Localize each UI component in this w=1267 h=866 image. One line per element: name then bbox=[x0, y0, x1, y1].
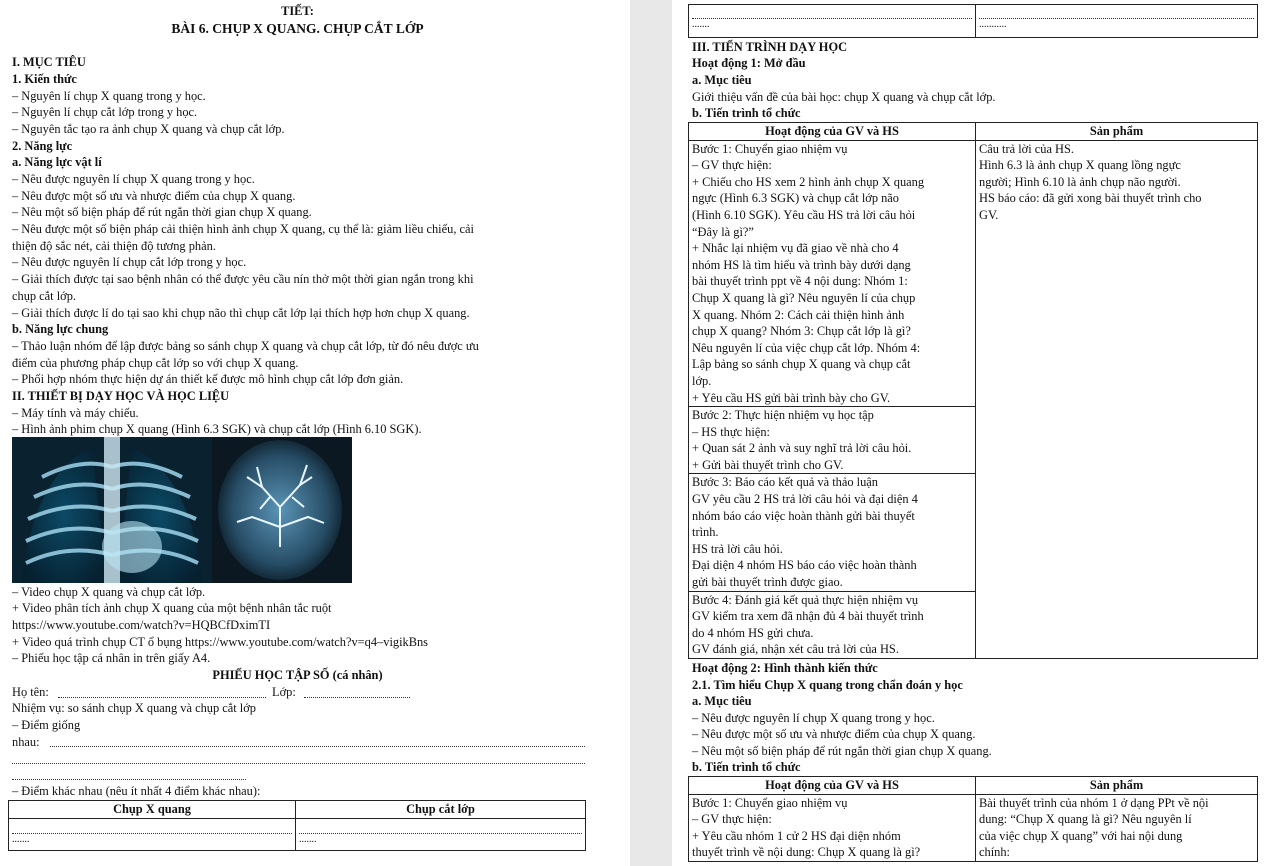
worksheet-same-label: – Điểm giống bbox=[12, 718, 81, 732]
tiet-label: TIẾT: bbox=[281, 4, 314, 18]
step-3-cell: Bước 3: Báo cáo kết quả và thảo luận GV yêu cầu 2 HS trả lời câu hỏi và đại diện 4 nhóm báo cáo việc hoàn thành gửi bài thuyết trình. HS trả lời câu hỏi. Đại diện 4 nhóm HS báo cáo việc hoàn thành gửi bài thuyết trình được giao. bbox=[689, 474, 976, 591]
fill-line bbox=[12, 763, 585, 764]
table-cell[interactable]: ....... bbox=[689, 5, 976, 38]
step-2-cell: Bước 2: Thực hiện nhiệm vụ học tập – HS thực hiện: + Quan sát 2 ảnh và suy nghĩ trả lời câu hỏi. + Gửi bài thuyết trình cho GV. bbox=[689, 407, 976, 474]
comparison-table bbox=[8, 800, 586, 851]
competence-line: – Nêu được nguyên lí chụp X quang trong y học. bbox=[12, 172, 255, 186]
activity-1-table bbox=[688, 122, 1258, 659]
activity-1-process-heading: b. Tiến trình tổ chức bbox=[692, 106, 801, 120]
product-cell: Bài thuyết trình của nhóm 1 ở dạng PPt về nội dung: “Chụp X quang là gì? Nêu nguyên lí của việc chụp X quang” với hai nội dung chính: bbox=[976, 794, 1258, 861]
product-cell: Câu trả lời của HS. Hình 6.3 là ảnh chụp X quang lồng ngực người; Hình 6.10 là ảnh chụp não người. HS báo cáo: đã gửi xong bài thuyết trình cho GV. bbox=[976, 140, 1258, 658]
equipment-line: – Máy tính và máy chiếu. bbox=[12, 406, 139, 420]
competence-line: thiện độ sắc nét, cải thiện độ tương phản. bbox=[12, 239, 216, 253]
step-1-cell: Bước 1: Chuyển giao nhiệm vụ – GV thực hiện: + Chiếu cho HS xem 2 hình ảnh chụp X quang ngực (Hình 6.3 SGK) và chụp cắt lớp não (Hình 6.10 SGK). Yêu cầu HS trả lời câu hỏi “Đây là gì?” + Nhắc lại nhiệm vụ đã giao về nhà cho 4 nhóm HS là tìm hiểu và trình bày dưới dạng bài thuyết trình ppt về 4 nội dung: Nhóm 1: Chụp X quang là gì? Nêu nguyên lí của chụp X quang. Nhóm 2: Cách cải thiện hình ảnh chụp X quang? Nhóm 3: Chụp cắt lớp là gì? Nêu nguyên lí của việc chụp cắt lớp. Nhóm 4: Lập bảng so sánh chụp X quang và chụp cắt lớp. + Yêu cầu HS gửi bài trình bày cho GV. bbox=[689, 140, 976, 407]
col-xray-header: Chụp X quang bbox=[9, 801, 296, 819]
activity-2-table bbox=[688, 776, 1258, 862]
video-line[interactable]: + Video quá trình chụp CT ổ bụng https://www.youtube.com/watch?v=q4–vigikBns bbox=[12, 635, 429, 649]
class-fill-line bbox=[304, 697, 410, 698]
col-ct-header: Chụp cắt lớp bbox=[296, 801, 586, 819]
worksheet-name-label: Họ tên: bbox=[12, 685, 49, 699]
competence-line: chụp cắt lớp. bbox=[12, 289, 77, 303]
fill-line bbox=[50, 746, 585, 747]
competence-line: – Nêu được một số biện pháp cải thiện hình ảnh chụp X quang, cụ thể là: giảm liều chiếu, cải bbox=[12, 222, 474, 236]
step-1-cell: Bước 1: Chuyển giao nhiệm vụ – GV thực hiện: + Yêu cầu nhóm 1 cử 2 HS đại diện nhóm thuyết trình về nội dung: Chụp X quang là gì? bbox=[689, 794, 976, 861]
competence-line: – Giải thích được lí do tại sao khi chụp não thì chụp cắt lớp lại thích hợp hơn chụp X quang. bbox=[12, 306, 470, 320]
worksheet-task: Nhiệm vụ: so sánh chụp X quang và chụp cắt lớp bbox=[12, 701, 256, 715]
activity-1-heading: Hoạt động 1: Mở đầu bbox=[692, 56, 806, 70]
worksheet-class-label: Lớp: bbox=[272, 685, 296, 699]
activity-1-objective-heading: a. Mục tiêu bbox=[692, 73, 752, 87]
video-line: – Video chụp X quang và chụp cắt lớp. bbox=[12, 585, 206, 599]
knowledge-line: – Nguyên tắc tạo ra ảnh chụp X quang và chụp cắt lớp. bbox=[12, 122, 285, 136]
step-4-cell: Bước 4: Đánh giá kết quả thực hiện nhiệm vụ GV kiểm tra xem đã nhận đủ 4 bài thuyết trình do 4 nhóm HS gửi chưa. GV đánh giá, nhận xét câu trả lời của HS. bbox=[689, 591, 976, 658]
worksheet-diff-label: – Điểm khác nhau (nêu ít nhất 4 điểm khác nhau): bbox=[12, 784, 261, 798]
objective-line: – Nêu được nguyên lí chụp X quang trong y học. bbox=[692, 711, 935, 725]
table-cell[interactable]: ........... bbox=[976, 5, 1258, 38]
knowledge-line: – Nguyên lí chụp X quang trong y học. bbox=[12, 89, 206, 103]
continued-table bbox=[688, 4, 1258, 38]
video-url-link[interactable]: https://www.youtube.com/watch?v=HQBCfDximTI bbox=[12, 618, 271, 632]
xray-images bbox=[12, 437, 352, 583]
name-fill-line bbox=[58, 697, 266, 698]
worksheet-title: PHIẾU HỌC TẬP SỐ (cá nhân) bbox=[212, 668, 383, 682]
objective-line: – Nêu một số biện pháp để rút ngắn thời gian chụp X quang. bbox=[692, 744, 992, 758]
col-product-header: Sản phẩm bbox=[976, 777, 1258, 795]
heading-physics-competence: a. Năng lực vật lí bbox=[12, 155, 102, 169]
equipment-line: – Hình ảnh phim chụp X quang (Hình 6.3 SGK) và chụp cắt lớp (Hình 6.10 SGK). bbox=[12, 422, 422, 436]
heading-competence: 2. Năng lực bbox=[12, 139, 73, 153]
heading-general-competence: b. Năng lực chung bbox=[12, 322, 109, 336]
video-line: + Video phân tích ảnh chụp X quang của một bệnh nhân tắc ruột bbox=[12, 601, 332, 615]
worksheet-nhau-label: nhau: bbox=[12, 735, 40, 749]
general-line: điểm của phương pháp chụp cắt lớp so với chụp X quang. bbox=[12, 356, 299, 370]
col-activity-header: Hoạt động của GV và HS bbox=[689, 777, 976, 795]
activity-2-heading: Hoạt động 2: Hình thành kiến thức bbox=[692, 661, 878, 675]
competence-line: – Nêu được nguyên lí chụp cắt lớp trong y học. bbox=[12, 255, 247, 269]
worksheet-note: – Phiếu học tập cá nhân in trên giấy A4. bbox=[12, 651, 211, 665]
table-cell[interactable]: ....... bbox=[296, 818, 586, 850]
heading-knowledge: 1. Kiến thức bbox=[12, 72, 77, 86]
col-activity-header: Hoạt động của GV và HS bbox=[689, 123, 976, 141]
chest-xray-and-brain-ct-image bbox=[12, 437, 352, 583]
competence-line: – Giải thích được tại sao bệnh nhân có thể được yêu cầu nín thở một thời gian ngắn trong khi bbox=[12, 272, 474, 286]
competence-line: – Nêu một số biện pháp để rút ngắn thời gian chụp X quang. bbox=[12, 205, 312, 219]
page-gutter bbox=[630, 0, 672, 866]
objective-line: – Nêu được một số ưu và nhược điểm của chụp X quang. bbox=[692, 727, 976, 741]
section-objectives: I. MỤC TIÊU bbox=[12, 55, 86, 69]
activity-2-objective-heading: a. Mục tiêu bbox=[692, 694, 752, 708]
general-line: – Thảo luận nhóm để lập được bảng so sánh chụp X quang và chụp cắt lớp, từ đó nêu được ưu bbox=[12, 339, 479, 353]
fill-line bbox=[12, 779, 246, 780]
activity-1-objective-text: Giới thiệu vấn đề của bài học: chụp X quang và chụp cắt lớp. bbox=[692, 90, 996, 104]
col-product-header: Sản phẩm bbox=[976, 123, 1258, 141]
lesson-title: BÀI 6. CHỤP X QUANG. CHỤP CẮT LỚP bbox=[171, 21, 424, 36]
left-page bbox=[0, 0, 630, 866]
general-line: – Phối hợp nhóm thực hiện dự án thiết kế được mô hình chụp cắt lớp đơn giản. bbox=[12, 372, 404, 386]
knowledge-line: – Nguyên lí chụp cắt lớp trong y học. bbox=[12, 105, 198, 119]
activity-2-process-heading: b. Tiến trình tổ chức bbox=[692, 760, 801, 774]
table-cell[interactable]: ....... bbox=[9, 818, 296, 850]
activity-2-1-heading: 2.1. Tìm hiểu Chụp X quang trong chẩn đoán y học bbox=[692, 678, 963, 692]
right-page bbox=[672, 0, 1267, 866]
competence-line: – Nêu được một số ưu và nhược điểm của chụp X quang. bbox=[12, 189, 296, 203]
section-teaching-process: III. TIẾN TRÌNH DẠY HỌC bbox=[692, 40, 848, 54]
section-equipment: II. THIẾT BỊ DẠY HỌC VÀ HỌC LIỆU bbox=[12, 389, 230, 403]
